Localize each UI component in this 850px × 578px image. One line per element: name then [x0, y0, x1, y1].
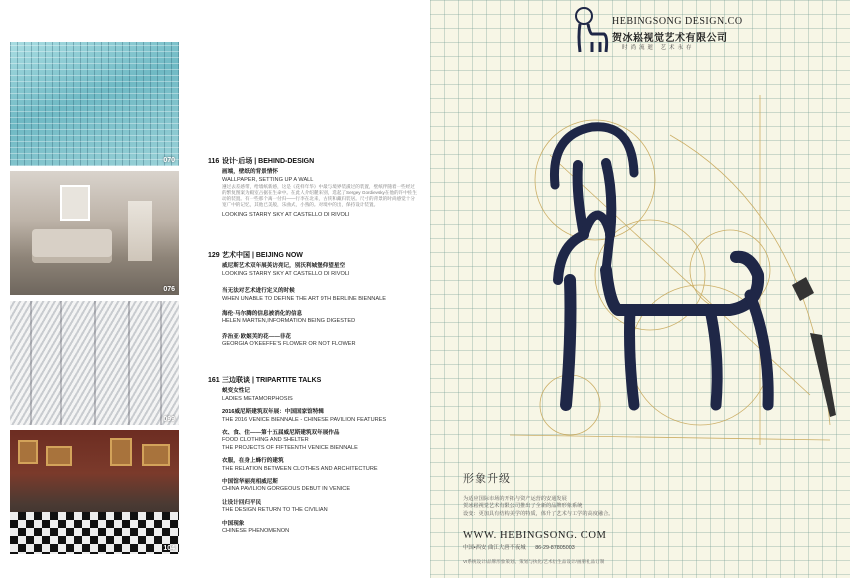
painting: [142, 444, 170, 466]
painting: [46, 446, 72, 466]
ad-headline: 形象升级: [463, 473, 511, 485]
toc-item[interactable]: [222, 409, 418, 424]
photo-page-number: 070: [163, 157, 175, 164]
section-title: 艺术中国 | BEIJING NOW: [222, 252, 303, 259]
item-title-cn: 画端，壁纸的背景情怀: [222, 169, 278, 176]
toc-item[interactable]: [222, 521, 418, 536]
section-page-number: 161: [208, 377, 220, 384]
item-title-en: HELEN MARTEN,INFORMATION BEING DIGESTED: [222, 318, 356, 325]
rib: [94, 301, 96, 425]
phone-number: 86-29-87805003: [535, 545, 575, 551]
brand-slogan: 时尚流逝 艺术永存: [622, 45, 695, 51]
toc-item[interactable]: [222, 479, 418, 494]
item-title-en: THE 2016 VENICE BIENNALE - CHINESE PAVILION FEATURES: [222, 416, 387, 423]
rib: [128, 301, 130, 425]
section-page-number: 129: [208, 252, 220, 259]
photo-page-number: 099: [163, 416, 175, 423]
toc-item[interactable]: [222, 212, 418, 219]
item-title-en: FOOD CLOTHING AND SHELTER THE PROJECTS OF FIFTEENTH VENICE BIENNALE: [222, 437, 358, 451]
section-heading: [208, 158, 418, 165]
right-page-advertisement: [430, 0, 850, 578]
sofa: [32, 229, 112, 263]
photo-interior-room: [10, 171, 179, 295]
item-description: 遵过去差感带，给墙纸新感，这是《花样年华》中最与境界装潢过的装置，壁纸伴随着一些经过的繁复图案为殿室占据在生命中。在此人介绍麓来别，选起了Sergey Gordievsky在他的许中佐生动的装置。有一些那个离一付归——行李在北来，古侠和藏归装居。尺寸的背景的时尚感觉十分宽广中的记忆，其他已美般，乐曲式，小熟的。对境中的出，保持设计装置。: [222, 184, 417, 208]
item-title-en: GEORGIA O'KEEFFE'S FLOWER OR NOT FLOWER: [222, 341, 356, 348]
address: 中国•西安 曲江大唐不夜城: [463, 545, 526, 551]
rib: [160, 301, 162, 425]
ad-description-line: 设变：更加具有结构美学的特质，体升了艺术与工学的高度融合。: [463, 510, 614, 517]
item-title-cn: 中国现象: [222, 520, 245, 527]
item-title-cn: 中国馆华丽亮相威尼斯: [222, 479, 278, 486]
item-title-en: LOOKING STARRY SKY AT CASTELLO DI RIVOLI: [222, 270, 350, 277]
drawing-tools: [792, 277, 836, 417]
toc-item[interactable]: [222, 311, 418, 326]
ad-description-line: 贺冰崧视觉艺术有限公司推出了全新的品牌形象系统: [463, 503, 583, 510]
toc-item[interactable]: [222, 288, 418, 303]
photo-page-number: 104: [163, 545, 175, 552]
photo-architecture-ribs: [10, 301, 179, 425]
item-title-cn: 让设计回归平民: [222, 499, 262, 506]
painting: [110, 438, 132, 466]
item-title-en: THE RELATION BETWEEN CLOTHES AND ARCHITECTURE: [222, 465, 378, 472]
photo-museum-hall: [10, 430, 179, 554]
website-url[interactable]: WWW. HEBINGSONG. COM: [463, 530, 607, 541]
item-title-cn: 衣服，在身上蜂行的建筑: [222, 458, 284, 465]
item-title-cn: 威尼斯艺术双年展英访亮记，别沃利城堡仰望星空: [222, 263, 346, 270]
small-logo-icon: [570, 6, 610, 54]
item-title-en: CHINA PAVILION GORGEOUS DEBUT IN VENICE: [222, 486, 351, 493]
wall-frame: [60, 185, 90, 221]
brand-name-en: HEBINGSONG DESIGN.CO: [612, 16, 743, 27]
toc-item[interactable]: [222, 430, 418, 452]
item-title-en: WALLPAPER, SETTING UP A WALL: [222, 176, 314, 183]
item-title-cn: 海伦·马尔腾的信息被消化的信息: [222, 311, 303, 318]
ad-copy: [463, 470, 763, 518]
toc-item[interactable]: [222, 334, 418, 349]
brand-header: [570, 6, 760, 54]
toc-item[interactable]: [222, 458, 418, 473]
brand-name-cn: 贺冰崧视觉艺术有限公司: [612, 33, 728, 44]
section-heading: [208, 252, 418, 259]
item-title-cn: 当无法对艺术进行定义的时候: [222, 288, 295, 295]
checkered-floor: [10, 512, 179, 554]
item-title-cn: 衣、食、住——第十五届威尼斯建筑双年展作品: [222, 430, 340, 437]
item-title-cn: 2016威尼斯建筑双年展：中国国家馆特辑: [222, 409, 324, 416]
section-title: 设计·后场 | BEHIND-DESIGN: [222, 158, 315, 165]
item-title-en: LOOKING STARRY SKY AT CASTELLO DI RIVOLI: [222, 212, 350, 219]
contact-info: [463, 543, 583, 551]
toc-item[interactable]: [222, 500, 418, 515]
ad-description-line: 为适应国际市场的开拓与资产运营的安通发展: [463, 496, 567, 502]
photo-page-number: 076: [163, 286, 175, 293]
section-page-number: 116: [208, 158, 220, 165]
section-heading: [208, 377, 418, 384]
rib: [30, 301, 32, 425]
rib: [60, 301, 62, 425]
item-title-cn: 蜕变女性记: [222, 388, 250, 395]
item-title-en: THE DESIGN RETURN TO THE CIVILIAN: [222, 507, 328, 514]
lamp: [128, 201, 152, 261]
section-title: 三边联谈 | TRIPARTITE TALKS: [222, 377, 322, 384]
photo-illustration: [10, 42, 179, 166]
services-line: VI系统设计/品牌形象策划、策划与执化/艺术衍生品设计/画册礼品订制: [463, 559, 605, 564]
centaur-figure: [554, 127, 768, 405]
toc-section-beijing-now: [208, 252, 418, 353]
item-title-en: CHINESE PHENOMENON: [222, 528, 290, 535]
item-title-cn: 乔治亚·欧姬芙的花——非花: [222, 333, 291, 340]
centaur-logo-icon: [510, 95, 840, 450]
toc-item[interactable]: [222, 388, 418, 403]
toc-item[interactable]: [222, 263, 418, 278]
toc-item[interactable]: [222, 169, 418, 208]
painting: [18, 440, 38, 464]
toc-section-tripartite-talks: [208, 377, 418, 540]
toc-section-behind-design: [208, 158, 418, 224]
item-title-en: WHEN UNABLE TO DEFINE THE ART 9TH BERLINE BIENNALE: [222, 295, 386, 302]
item-title-en: LADIES METAMORPHOSIS: [222, 395, 293, 402]
